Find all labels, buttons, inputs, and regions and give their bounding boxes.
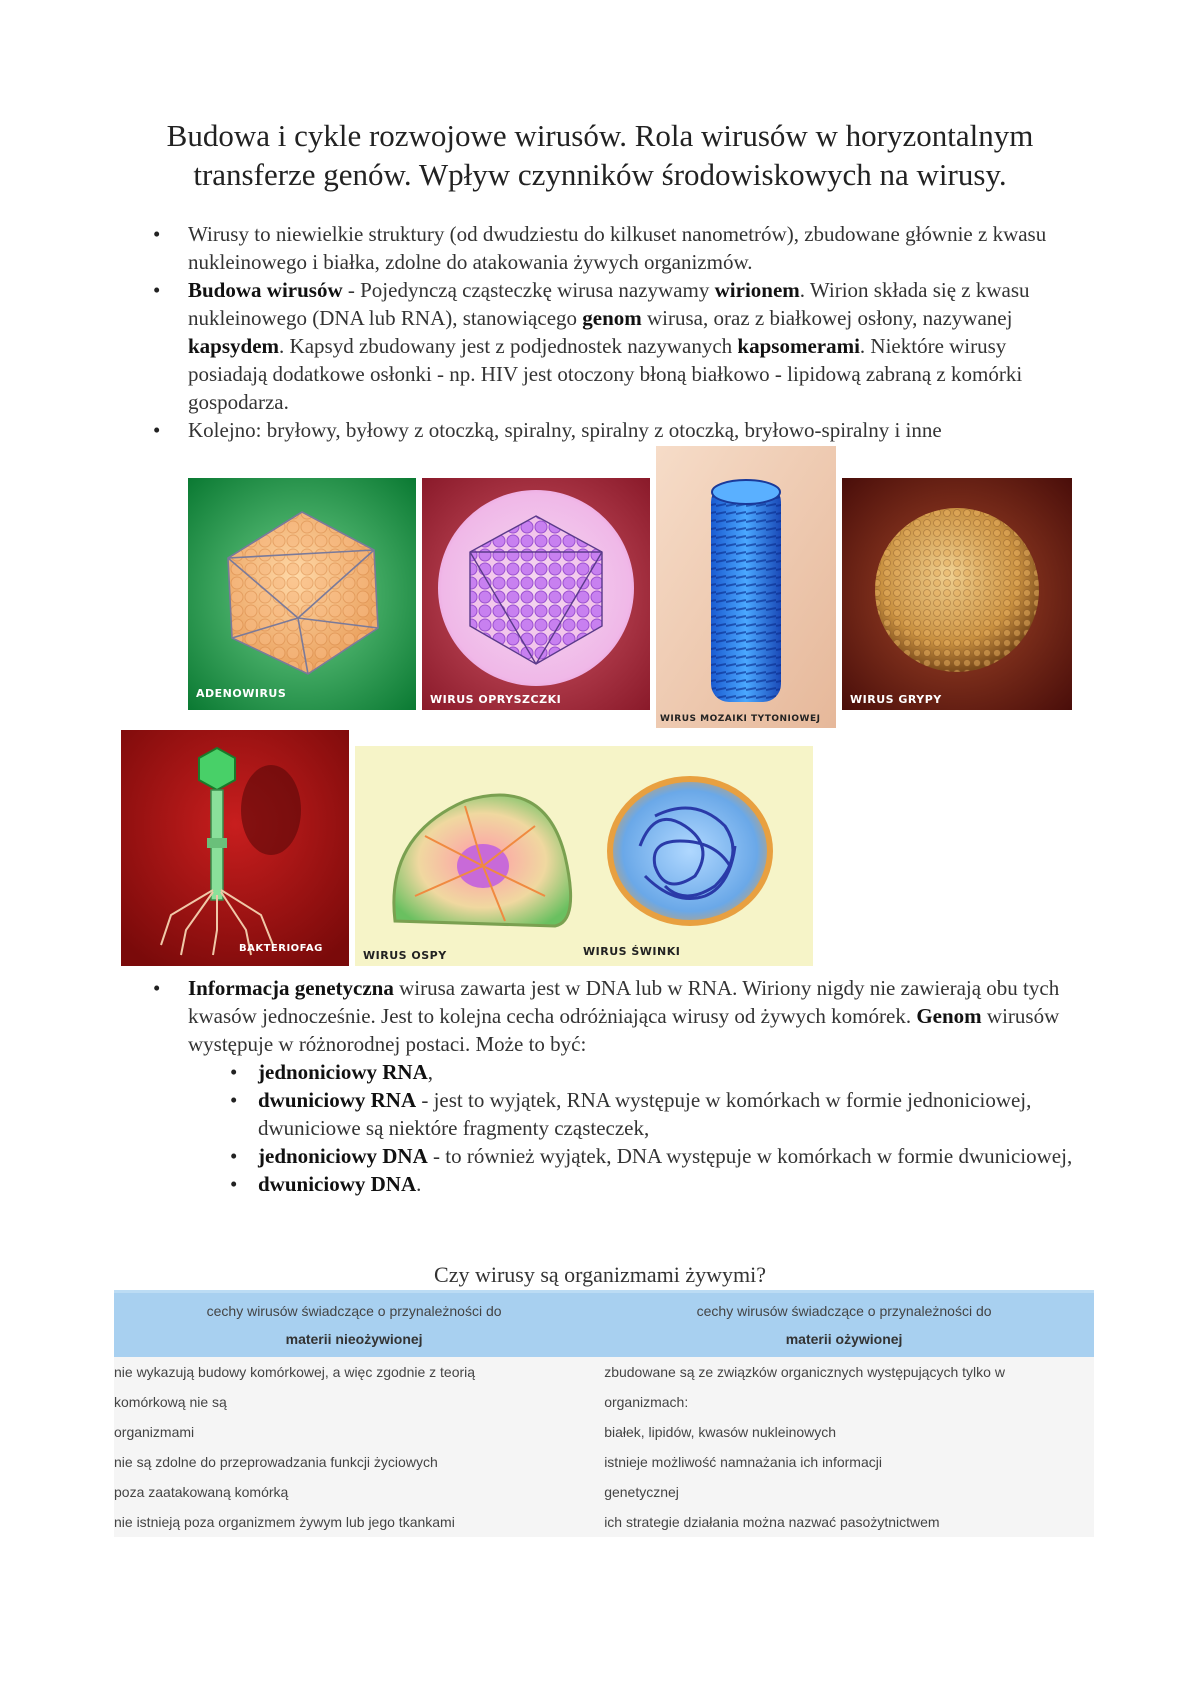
text: - jest to wyjątek, RNA występuje w komórkach w formie jednoniciowej, dwuniciowe są niektóre fragmenty cząsteczek, <box>258 1088 1032 1140</box>
influenza-virus-label: WIRUS GRYPY <box>850 693 942 706</box>
pox-mumps-image <box>355 746 813 966</box>
table-cell: nie istnieją poza organizmem żywym lub jego tkankami <box>114 1507 594 1537</box>
genetic-bullet <box>188 974 1083 1198</box>
header-nonliving <box>114 1292 594 1358</box>
table-cell: organizmami <box>114 1417 594 1447</box>
title-line-2: transferze genów. Wpływ czynników środowiskowych na wirusy. <box>193 157 1007 192</box>
text: wirusa zawarta jest w DNA lub w RNA. Wiriony nigdy nie zawierają obu tych kwasów jednocześnie. Jest to kolejna cecha odróżniająca wirusy od żywych komórek. <box>188 976 1060 1028</box>
term-genom: genom <box>582 306 642 330</box>
table-row <box>114 1477 1094 1507</box>
table-row <box>114 1447 1094 1477</box>
genome-type-item <box>258 1142 1083 1170</box>
header-text-bold: materii ożywionej <box>785 1331 903 1347</box>
table-header-row <box>114 1292 1094 1358</box>
pox-virus-label: WIRUS OSPY <box>363 949 447 962</box>
term: jednoniciowy RNA <box>258 1060 428 1084</box>
genome-type-item <box>258 1170 1083 1198</box>
term: dwuniciowy DNA <box>258 1172 417 1196</box>
page-title <box>130 116 1070 194</box>
genome-type-item <box>258 1086 1083 1142</box>
adenovirus-label: ADENOWIRUS <box>196 687 287 700</box>
table-cell: nie są zdolne do przeprowadzania funkcji życiowych <box>114 1447 594 1477</box>
table-cell: poza zaatakowaną komórką <box>114 1477 594 1507</box>
text: - to również wyjątek, DNA występuje w komórkach w formie dwuniciowej, <box>427 1144 1073 1168</box>
table-cell: istnieje możliwość namnażania ich informacji <box>594 1447 1094 1477</box>
text: . Niektóre wirusy posiadają dodatkowe osłonki - np. HIV jest otoczony błoną białkowo - lipidową zabraną z komórki gospodarza. <box>188 334 1023 414</box>
table-cell: komórkową nie są <box>114 1387 594 1417</box>
table-row <box>114 1507 1094 1537</box>
bacteriophage-image <box>121 730 349 966</box>
intro-text-3: Kolejno: bryłowy, byłowy z otoczką, spiralny, spiralny z otoczką, bryłowo-spiralny i inne <box>188 418 942 442</box>
term-genom: Genom <box>916 1004 982 1028</box>
herpes-virus-label: WIRUS OPRYSZCZKI <box>430 693 562 706</box>
term-kapsyd: kapsydem <box>188 334 280 358</box>
header-text: cechy wirusów świadczące o przynależności do <box>206 1303 502 1319</box>
mumps-virus-label: WIRUS ŚWINKI <box>583 945 681 958</box>
text: - Pojedynczą cząsteczkę wirusa nazywamy <box>342 278 715 302</box>
herpes-virus-image <box>422 478 650 710</box>
adenovirus-image <box>188 478 416 710</box>
table-cell: ich strategie działania można nazwać pasożytnictwem <box>594 1507 1094 1537</box>
table-cell: genetycznej <box>594 1477 1094 1507</box>
text: . Kapsyd zbudowany jest z podjednostek nazywanych <box>279 334 738 358</box>
term-informacja-genetyczna: Informacja genetyczna <box>188 976 394 1000</box>
text: wirusów występuje w różnorodnej postaci. Może to być: <box>188 1004 1060 1056</box>
bacteriophage-label: BAKTERIOFAG <box>239 943 323 954</box>
term-kapsomery: kapsomerami <box>737 334 860 358</box>
influenza-virus-image <box>842 478 1072 710</box>
table-row <box>114 1357 1094 1387</box>
intro-bullet-1 <box>188 220 1083 276</box>
header-text-bold: materii nieożywionej <box>285 1331 423 1347</box>
table-cell: nie wykazują budowy komórkowej, a więc zgodnie z teorią <box>114 1357 594 1387</box>
intro-list <box>188 220 1083 444</box>
term-budowa: Budowa wirusów <box>188 278 343 302</box>
term: jednoniciowy DNA <box>258 1144 428 1168</box>
term: dwuniciowy RNA <box>258 1088 417 1112</box>
term-wirion: wirionem <box>714 278 800 302</box>
table-cell: zbudowane są ze związków organicznych występujących tylko w <box>594 1357 1094 1387</box>
table-row <box>114 1387 1094 1417</box>
genome-type-item <box>258 1058 1083 1086</box>
tobacco-mosaic-virus-label: WIRUS MOZAIKI TYTONIOWEJ <box>660 714 821 724</box>
genome-types-list <box>188 1058 1083 1198</box>
intro-bullet-2 <box>188 276 1083 416</box>
table-row <box>114 1417 1094 1447</box>
tobacco-mosaic-virus-image <box>656 446 836 728</box>
table-caption: Czy wirusy są organizmami żywymi? <box>434 1262 766 1287</box>
intro-text-1: Wirusy to niewielkie struktury (od dwudziestu do kilkuset nanometrów), zbudowane głównie z kwasu nukleinowego i białka, zdolne do atakowania żywych organizmów. <box>188 222 1047 274</box>
text: wirusa, oraz z białkowej osłony, nazywanej <box>641 306 1013 330</box>
living-nonliving-table <box>114 1290 1094 1537</box>
header-living <box>594 1292 1094 1358</box>
table-cell: organizmach: <box>594 1387 1094 1417</box>
header-text: cechy wirusów świadczące o przynależności do <box>696 1303 992 1319</box>
title-line-1: Budowa i cykle rozwojowe wirusów. Rola wirusów w horyzontalnym <box>166 118 1034 153</box>
genetic-list <box>188 974 1083 1198</box>
text: , <box>427 1060 434 1084</box>
text: . <box>416 1172 422 1196</box>
table-cell: białek, lipidów, kwasów nukleinowych <box>594 1417 1094 1447</box>
text: . Wirion składa się z kwasu nukleinowego (DNA lub RNA), stanowiącego <box>188 278 1030 330</box>
intro-bullet-3 <box>188 416 1083 444</box>
